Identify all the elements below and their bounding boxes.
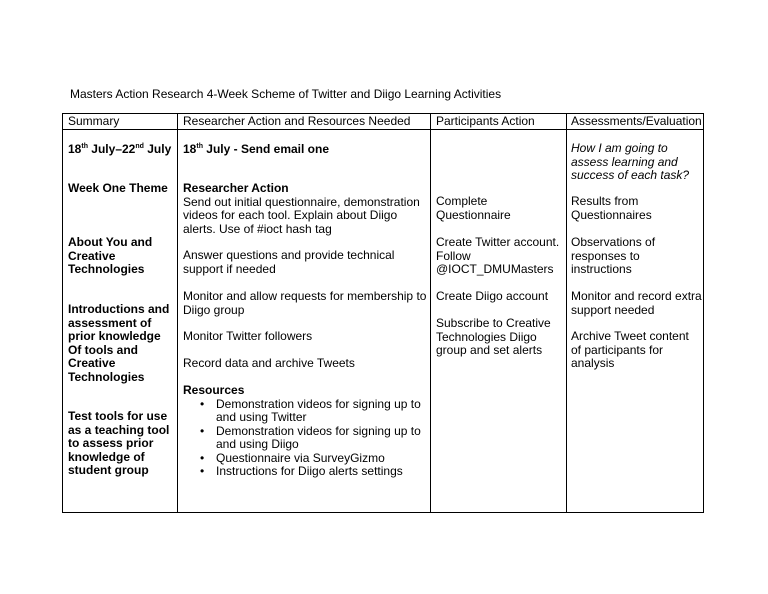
assessment-results: Results from Questionnaires <box>571 194 652 222</box>
assessment-archive: Archive Tweet content of participants for analysis <box>571 329 689 370</box>
document-title: Masters Action Research 4-Week Scheme of Twitter and Diigo Learning Activities <box>70 87 502 101</box>
header-summary: Summary <box>68 114 120 128</box>
assessment-monitor: Monitor and record extra support needed <box>571 289 702 317</box>
resource-item: • Demonstration videos for signing up to and using Twitter <box>183 398 421 425</box>
header-researcher: Researcher Action and Resources Needed <box>183 114 411 128</box>
participants-subscribe: Subscribe to Creative Technologies Diigo group and set alerts <box>436 316 551 357</box>
summary-dates: 18th July–22nd July <box>68 142 172 156</box>
researcher-monitor-requests: Monitor and allow requests for membership to Diigo group <box>183 289 427 317</box>
participants-diigo: Create Diigo account <box>436 289 549 303</box>
summary-about: About You and Creative Technologies <box>68 235 153 276</box>
header-assessment: Assessments/Evaluation <box>571 114 702 128</box>
header-divider <box>63 129 703 130</box>
column-divider <box>566 114 567 512</box>
resource-item: • Questionnaire via SurveyGizmo <box>183 452 421 466</box>
scheme-table <box>62 113 704 513</box>
participants-complete: Complete Questionnaire <box>436 194 511 222</box>
participants-twitter: Create Twitter account. Follow @IOCT_DMUMasters <box>436 235 560 276</box>
researcher-resources: Resources • Demonstration videos for signing up to and using Twitter • Demonstration videos for signing up to and using Diigo • Questionnaire via SurveyGizmo • Instructions for Diigo alerts settings <box>183 384 421 479</box>
researcher-answer: Answer questions and provide technical support if needed <box>183 248 395 276</box>
researcher-email: 18th July - Send email one <box>183 142 330 156</box>
assessment-observations: Observations of responses to instructions <box>571 235 656 276</box>
summary-test: Test tools for use as a teaching tool to assess prior knowledge of student group <box>68 409 170 477</box>
assessment-question: How I am going to assess learning and success of each task? <box>571 141 690 182</box>
researcher-action: Researcher Action Send out initial questionnaire, demonstration videos for each tool. Explain about Diigo alerts. Use of #ioct hash tag <box>183 181 420 236</box>
summary-intro: Introductions and assessment of prior knowledge Of tools and Creative Technologies <box>68 302 170 384</box>
researcher-record: Record data and archive Tweets <box>183 356 355 370</box>
column-divider <box>177 114 178 512</box>
column-divider <box>430 114 431 512</box>
summary-week-theme: Week One Theme <box>68 181 168 195</box>
resource-item: • Instructions for Diigo alerts settings <box>183 465 421 479</box>
header-participants: Participants Action <box>436 114 535 128</box>
resource-item: • Demonstration videos for signing up to and using Diigo <box>183 425 421 452</box>
researcher-monitor-followers: Monitor Twitter followers <box>183 329 313 343</box>
